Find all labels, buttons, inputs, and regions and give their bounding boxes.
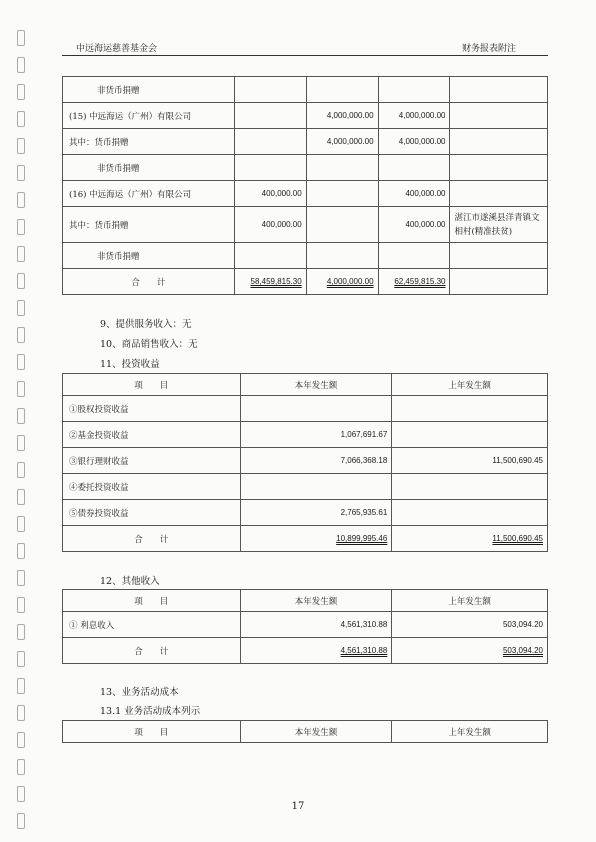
cell-amount-2: [306, 181, 378, 207]
cell-note: [450, 77, 548, 103]
cell-prior: [392, 396, 548, 422]
table-row: [63, 422, 548, 448]
cell-note: [450, 181, 548, 207]
cell-amount-3: [378, 129, 450, 155]
binder-hole: [17, 543, 25, 559]
binder-hole: [17, 354, 25, 370]
header-rule: [62, 55, 548, 56]
total-label: 合 计: [63, 269, 235, 295]
row-label: 非货币捐赠: [63, 155, 235, 181]
cell-amount-1: [234, 129, 306, 155]
donation-table: [62, 76, 548, 295]
binder-hole: [17, 678, 25, 694]
cell-note: [450, 103, 548, 129]
row-label: 其中：货币捐赠: [63, 129, 235, 155]
cell-amount-3-value: 400,000.00: [405, 189, 446, 198]
total-prior-value: 503,094.20: [502, 646, 543, 655]
other-income-table: [62, 589, 548, 664]
cell-amount-1: [234, 243, 306, 269]
investment-income-table: [62, 373, 548, 552]
page-number: 17: [291, 801, 305, 812]
cell-amount-3: [378, 155, 450, 181]
cell-amount-1: [234, 181, 306, 207]
table-row: [63, 474, 548, 500]
cell-current-value: 4,561,310.88: [340, 620, 388, 629]
binder-hole: [17, 597, 25, 613]
total-row: [63, 526, 548, 552]
cell-prior: [392, 612, 548, 638]
table-row: [63, 103, 548, 129]
cell-current: [240, 422, 392, 448]
section-13: 13、业务活动成本: [100, 687, 179, 698]
cell-amount-3-value: 4,000,000.00: [398, 137, 446, 146]
section-10: 10、商品销售收入：无: [100, 339, 198, 350]
binder-hole: [17, 111, 25, 127]
table-row: [63, 207, 548, 243]
cell-current-value: 7,066,368.18: [340, 456, 388, 465]
row-label: ②基金投资收益: [63, 422, 241, 448]
cell-prior: [392, 500, 548, 526]
cell-amount-2: [306, 103, 378, 129]
table-row: [63, 448, 548, 474]
cell-amount-2: [306, 129, 378, 155]
cell-amount-3: [378, 181, 450, 207]
cell-amount-2: [306, 207, 378, 243]
total-note: [450, 269, 548, 295]
binder-hole: [17, 30, 25, 46]
cell-prior-value: 11,500,690.45: [492, 456, 543, 465]
binder-hole: [17, 435, 25, 451]
cell-amount-3: [378, 77, 450, 103]
total-prior: [392, 638, 548, 664]
section-9: 9、提供服务收入：无: [100, 319, 192, 330]
cell-amount-2: [306, 243, 378, 269]
table-row: [63, 77, 548, 103]
binder-hole: [17, 705, 25, 721]
col-header-current: 本年发生额: [240, 374, 392, 396]
binder-hole: [17, 570, 25, 586]
total-amount-1: [234, 269, 306, 295]
binder-hole: [17, 300, 25, 316]
table-row: [63, 243, 548, 269]
cell-amount-3-value: 400,000.00: [405, 220, 446, 229]
col-header-prior: 上年发生额: [392, 590, 548, 612]
cell-amount-2-value: 4,000,000.00: [326, 111, 374, 120]
cell-current-value: 2,765,935.61: [340, 508, 388, 517]
cell-current: [240, 448, 392, 474]
binder-hole: [17, 219, 25, 235]
total-current: [240, 526, 392, 552]
total-label: 合 计: [63, 638, 241, 664]
cell-note: [450, 243, 548, 269]
cell-amount-1: [234, 207, 306, 243]
binder-hole: [17, 489, 25, 505]
binder-hole: [17, 462, 25, 478]
header-org: 中远海运慈善基金会: [76, 44, 158, 54]
row-label: 非货币捐赠: [63, 243, 235, 269]
col-header-prior: 上年发生额: [392, 721, 548, 743]
cell-current: [240, 396, 392, 422]
total-amount-2-value: 4,000,000.00: [326, 277, 374, 286]
row-label: ① 利息收入: [63, 612, 241, 638]
cell-note: [450, 129, 548, 155]
binder-hole: [17, 192, 25, 208]
binder-hole: [17, 408, 25, 424]
section-13-1: 13.1 业务活动成本列示: [100, 706, 201, 717]
col-header-prior: 上年发生额: [392, 374, 548, 396]
col-header-item: 项 目: [63, 721, 241, 743]
total-label: 合 计: [63, 526, 241, 552]
binder-hole: [17, 165, 25, 181]
cell-prior: [392, 448, 548, 474]
binder-hole: [17, 84, 25, 100]
total-current-value: 10,899,995.46: [336, 534, 388, 543]
cell-prior-value: 503,094.20: [502, 620, 543, 629]
row-label: 其中：货币捐赠: [63, 207, 235, 243]
total-prior-value: 11,500,690.45: [492, 534, 543, 543]
cell-amount-1-value: 400,000.00: [261, 220, 302, 229]
cell-amount-1-value: 400,000.00: [261, 189, 302, 198]
table-row: [63, 396, 548, 422]
cell-amount-2: [306, 77, 378, 103]
row-label: ④委托投资收益: [63, 474, 241, 500]
cell-amount-1: [234, 77, 306, 103]
cell-amount-2: [306, 155, 378, 181]
table-row: [63, 129, 548, 155]
cell-note: [450, 155, 548, 181]
business-cost-table: [62, 720, 548, 743]
cell-amount-3: [378, 207, 450, 243]
total-amount-1-value: 58,459,815.30: [250, 277, 302, 286]
total-amount-3-value: 62,459,815.30: [394, 277, 446, 286]
binder-hole: [17, 381, 25, 397]
section-11: 11、投资收益: [100, 359, 160, 370]
header-doc-title: 财务报表附注: [462, 44, 517, 54]
total-amount-3: [378, 269, 450, 295]
cell-current-value: 1,067,691.67: [340, 430, 388, 439]
binder-hole: [17, 273, 25, 289]
total-row: [63, 638, 548, 664]
total-current-value: 4,561,310.88: [340, 646, 388, 655]
binder-hole: [17, 246, 25, 262]
cell-prior: [392, 422, 548, 448]
table-row: [63, 612, 548, 638]
cell-amount-3-value: 4,000,000.00: [398, 111, 446, 120]
col-header-current: 本年发生额: [240, 590, 392, 612]
cell-current: [240, 474, 392, 500]
binder-hole: [17, 759, 25, 775]
binder-hole: [17, 786, 25, 802]
binder-hole: [17, 651, 25, 667]
binder-hole: [17, 516, 25, 532]
row-label: ①股权投资收益: [63, 396, 241, 422]
col-header-current: 本年发生额: [240, 721, 392, 743]
binder-hole: [17, 327, 25, 343]
col-header-item: 项 目: [63, 590, 241, 612]
row-label: ⑤债券投资收益: [63, 500, 241, 526]
total-current: [240, 638, 392, 664]
total-row: [63, 269, 548, 295]
binder-hole: [17, 732, 25, 748]
binder-hole: [17, 624, 25, 640]
binder-hole: [17, 138, 25, 154]
table-row: [63, 500, 548, 526]
cell-note: 湛江市遂溪县洋青镇文相村(精准扶贫): [450, 207, 548, 243]
cell-current: [240, 612, 392, 638]
col-header-item: 项 目: [63, 374, 241, 396]
row-label: 非货币捐赠: [63, 77, 235, 103]
row-label: (15) 中远海运（广州）有限公司: [63, 103, 235, 129]
cell-amount-1: [234, 155, 306, 181]
row-label: (16) 中远海运（广州）有限公司: [63, 181, 235, 207]
total-amount-2: [306, 269, 378, 295]
table-row: [63, 181, 548, 207]
cell-prior: [392, 474, 548, 500]
section-12: 12、其他收入: [100, 576, 160, 587]
cell-amount-2-value: 4,000,000.00: [326, 137, 374, 146]
cell-amount-3: [378, 243, 450, 269]
table-row: [63, 155, 548, 181]
cell-current: [240, 500, 392, 526]
cell-amount-1: [234, 103, 306, 129]
cell-amount-3: [378, 103, 450, 129]
binder-hole: [17, 57, 25, 73]
binder-hole: [17, 813, 25, 829]
row-label: ③银行理财收益: [63, 448, 241, 474]
total-prior: [392, 526, 548, 552]
